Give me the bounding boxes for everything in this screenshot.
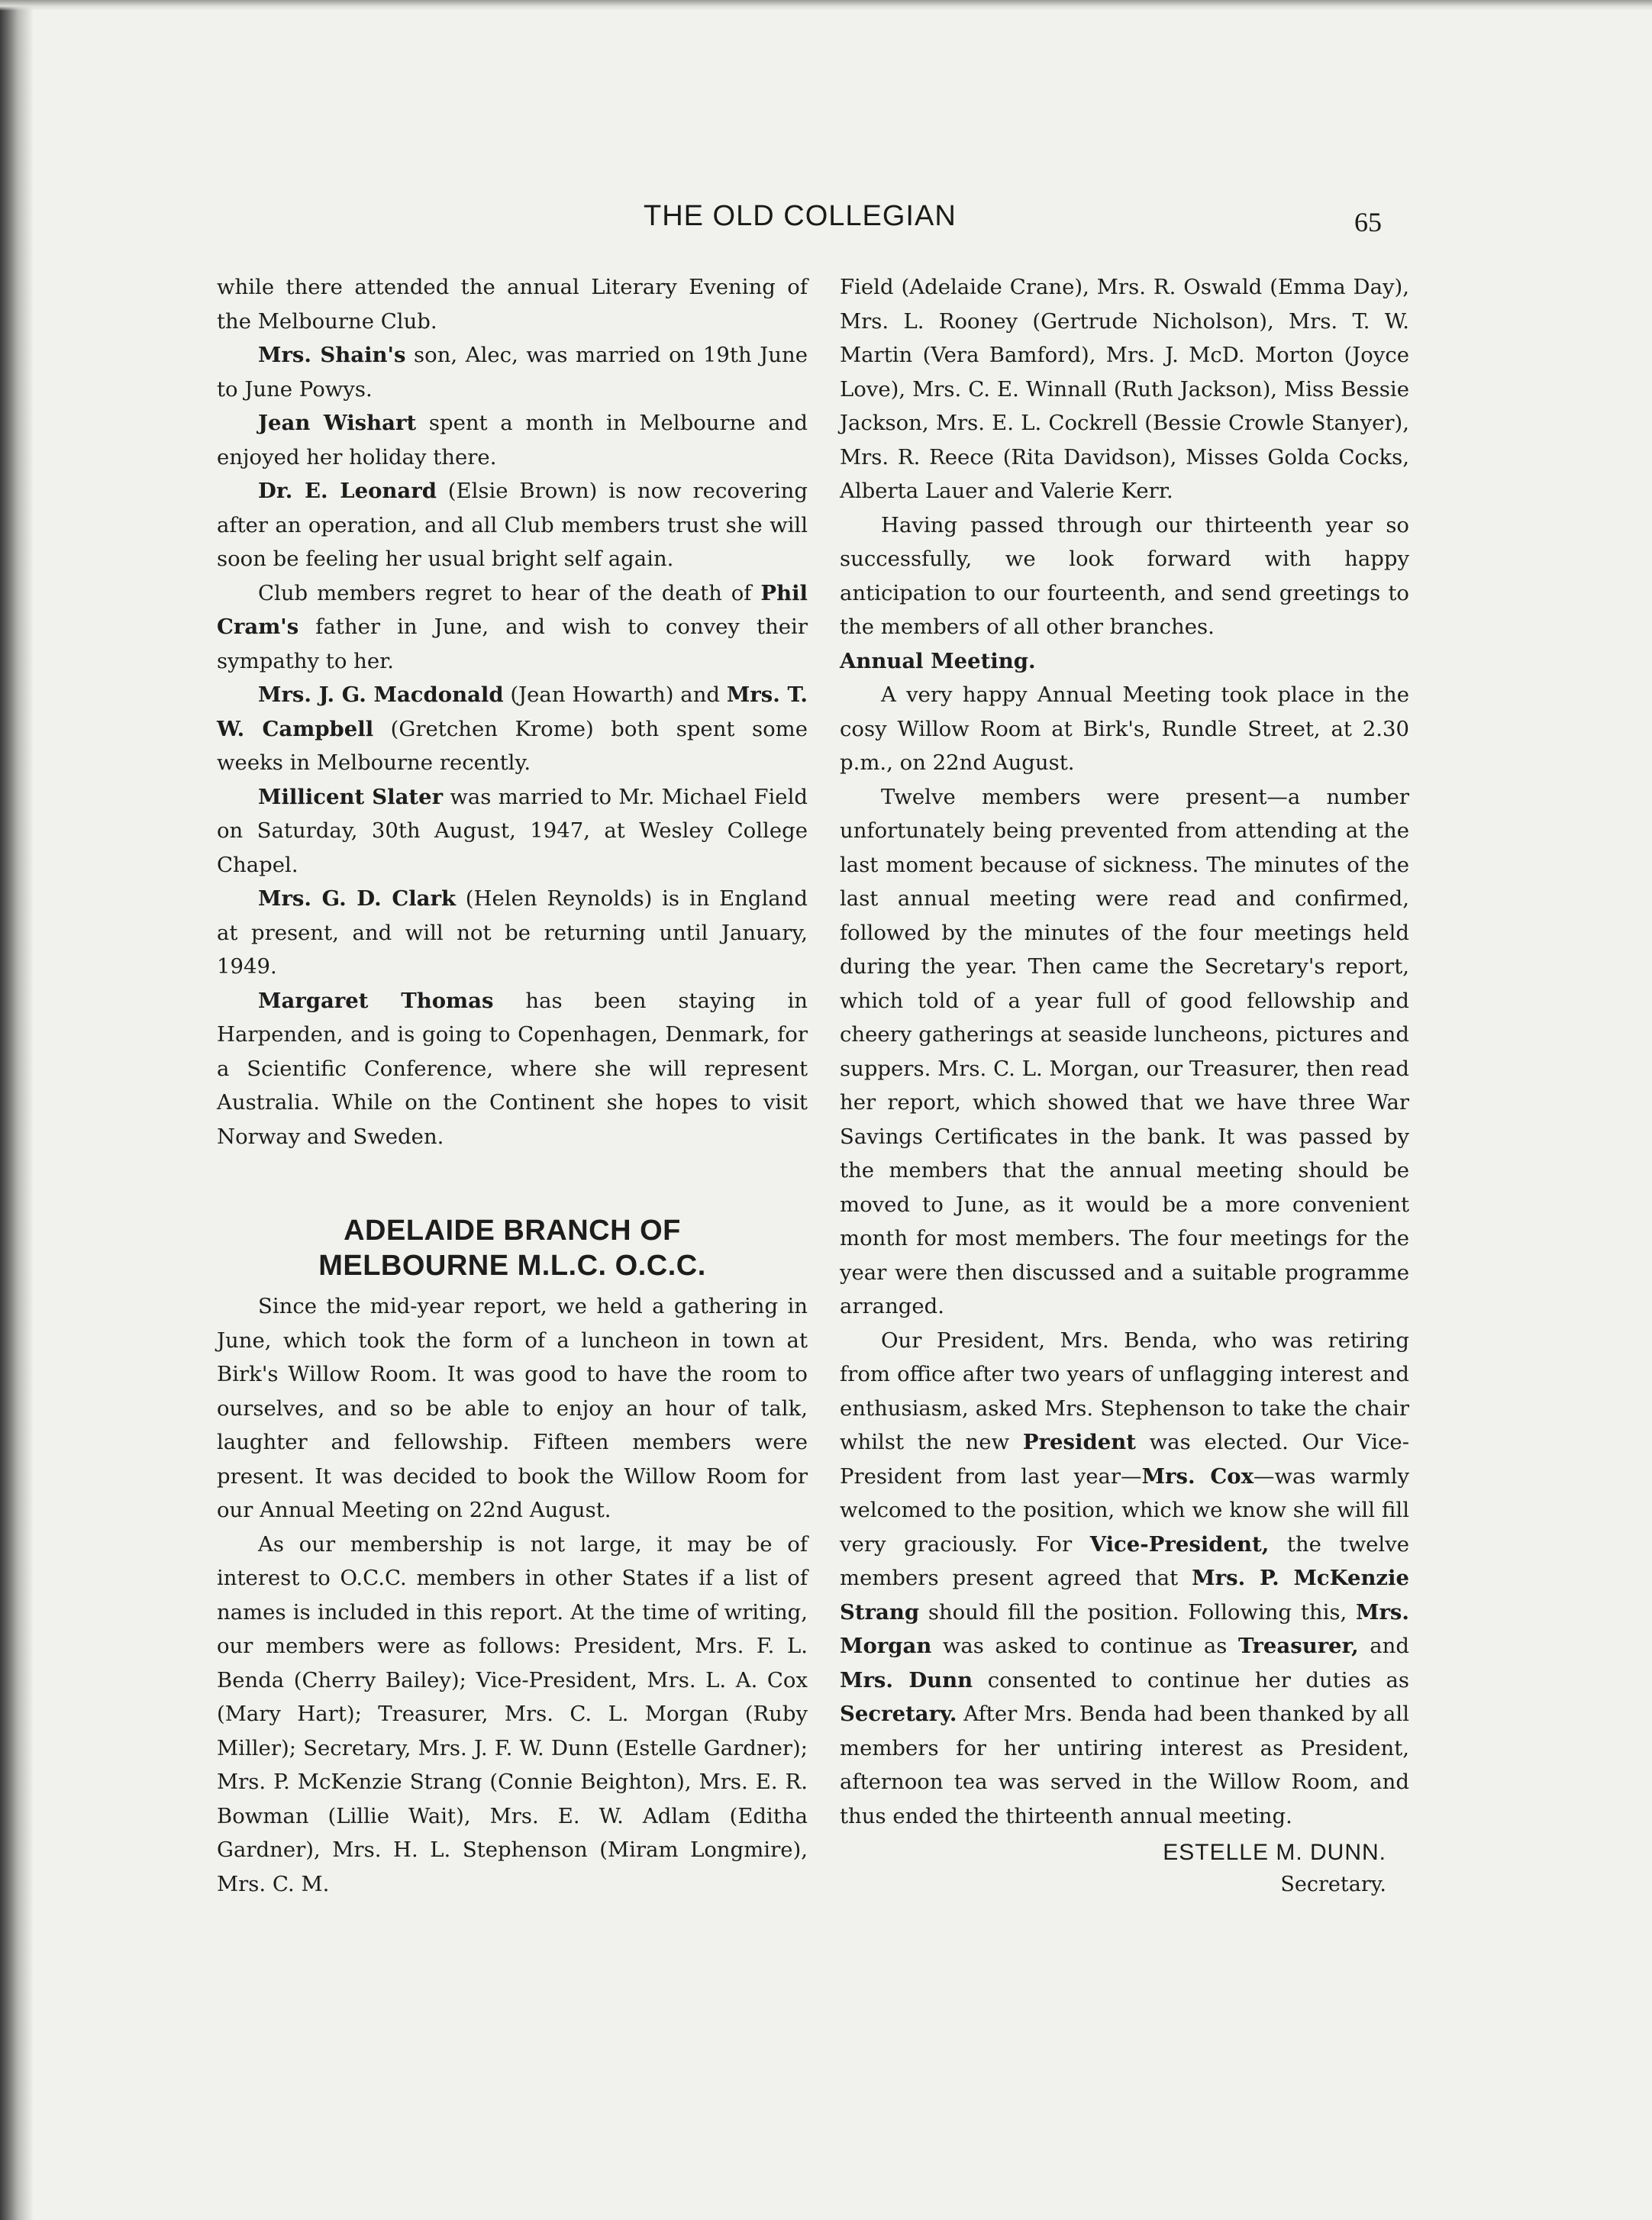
paragraph-branch-members: As our membership is not large, it may be of interest to O.C.C. members in other States if a list of names is included in this report. At the time of writing, our members were as follows: President, Mrs. F. L. Benda (Cherry Bailey); Vice-President, Mrs. L. A. Cox (Mary Hart); Treasurer, Mrs. C. L. Morgan (Ruby Miller); Secretary, Mrs. J. F. W. Dunn (Estelle Gardner); Mrs. P. McKenzie Strang (Connie Beighton), Mrs. E. R. Bowman (Lillie Wait), Mrs. E. W. Adlam (Editha Gardner), Mrs. H. L. Stephenson (Miram Longmire), Mrs. C. M.	[217, 1531, 808, 1896]
running-header	[0, 200, 1652, 246]
paragraph-clark: Mrs. G. D. Clark (Helen Reynolds) is in England at present, and will not be returning until January, 1949.	[217, 886, 808, 979]
paragraph-cram: Club members regret to hear of the death of Phil Cram's father in June, and wish to convey their sympathy to her.	[217, 580, 808, 673]
section-heading-line-1: ADELAIDE BRANCH OF	[344, 1215, 681, 1247]
paragraph-leonard: Dr. E. Leonard (Elsie Brown) is now recovering after an operation, and all Club members trust she will soon be feeling her usual bright self again.	[217, 479, 808, 571]
paragraph-twelve-members: Twelve members were present—a number unfortunately being prevented from attending at the last moment because of sickness. The minutes of the last annual meeting were read and confirmed, followed by the minutes of the four meetings held during the year. Then came the Secretary's report, which told of a year full of good fellowship and cheery gatherings at seaside luncheons, pictures and suppers. Mrs. C. L. Morgan, our Treasurer, then read her report, which showed that we have three War Savings Certificates in the bank. It was passed by the members that the annual meeting should be moved to June, as it would be a more convenient month for most members. The four meetings for the year were then discussed and a suitable programme arranged.	[840, 784, 1409, 1318]
paragraph-thirteenth-year: Having passed through our thirteenth year so successfully, we look forward with happy anticipation to our fourteenth, and send greetings to the members of all other branches.	[840, 512, 1409, 639]
signature-name: ESTELLE M. DUNN.	[1163, 1840, 1386, 1865]
paragraph-shain: Mrs. Shain's son, Alec, was married on 19th June to June Powys.	[217, 343, 808, 402]
section-heading-line-2: MELBOURNE M.L.C. O.C.C.	[318, 1250, 706, 1282]
page-top-edge	[0, 0, 1652, 11]
paragraph-slater: Millicent Slater was married to Mr. Michael Field on Saturday, 30th August, 1947, at Wesley College Chapel.	[217, 784, 808, 877]
paragraph-wishart: Jean Wishart spent a month in Melbourne and enjoyed her holiday there.	[217, 411, 808, 469]
paragraph-members-continued: Field (Adelaide Crane), Mrs. R. Oswald (Emma Day), Mrs. L. Rooney (Gertrude Nicholson), Mrs. T. W. Martin (Vera Bamford), Mrs. J. McD. Morton (Joyce Love), Mrs. C. E. Winnall (Ruth Jackson), Miss Bessie Jackson, Mrs. E. L. Cockrell (Bessie Crowle Stanyer), Mrs. R. Reece (Rita Davidson), Misses Golda Cocks, Alberta Lauer and Valerie Kerr.	[840, 275, 1409, 503]
section-heading	[217, 1213, 808, 1283]
page-binding-shadow	[0, 0, 34, 2220]
right-column	[840, 270, 1409, 1900]
annual-meeting-heading: Annual Meeting.	[840, 648, 1036, 673]
paragraph-macdonald: Mrs. J. G. Macdonald (Jean Howarth) and Mrs. T. W. Campbell (Gretchen Krome) both spent some weeks in Melbourne recently.	[217, 682, 808, 775]
paragraph-thomas: Margaret Thomas has been staying in Harpenden, and is going to Copenhagen, Denmark, for a Scientific Conference, where she will represent Australia. While on the Continent she hopes to visit Norway and Sweden.	[217, 988, 808, 1149]
publication-title: THE OLD COLLEGIAN	[644, 200, 957, 232]
paragraph-annual-meeting: A very happy Annual Meeting took place in the cosy Willow Room at Birk's, Rundle Street, at 2.30 p.m., on 22nd August.	[840, 682, 1409, 775]
paragraph-president-election: Our President, Mrs. Benda, who was retiring from office after two years of unflagging interest and enthusiasm, asked Mrs. Stephenson to take the chair whilst the new President was elected. Our Vice-President from last year—Mrs. Cox—was warmly welcomed to the position, which we know she will fill very graciously. For Vice-President, the twelve members present agreed that Mrs. P. McKenzie Strang should fill the position. Following this, Mrs. Morgan was asked to continue as Treasurer, and Mrs. Dunn consented to continue her duties as Secretary. After Mrs. Benda had been thanked by all members for her untiring interest as President, afternoon tea was served in the Willow Room, and thus ended the thirteenth annual meeting.	[840, 1328, 1409, 1828]
page-number: 65	[1354, 207, 1382, 237]
paragraph-branch-gathering: Since the mid-year report, we held a gathering in June, which took the form of a luncheon in town at Birk's Willow Room. It was good to have the room to ourselves, and so be able to enjoy an hour of talk, laughter and fellowship. Fifteen members were present. It was decided to book the Willow Room for our Annual Meeting on 22nd August.	[217, 1294, 808, 1522]
signature-block	[840, 1836, 1409, 1900]
signature-title: Secretary.	[1280, 1873, 1386, 1896]
paragraph-literary-evening: while there attended the annual Literary Evening of the Melbourne Club.	[217, 275, 808, 334]
left-column	[217, 270, 808, 1901]
